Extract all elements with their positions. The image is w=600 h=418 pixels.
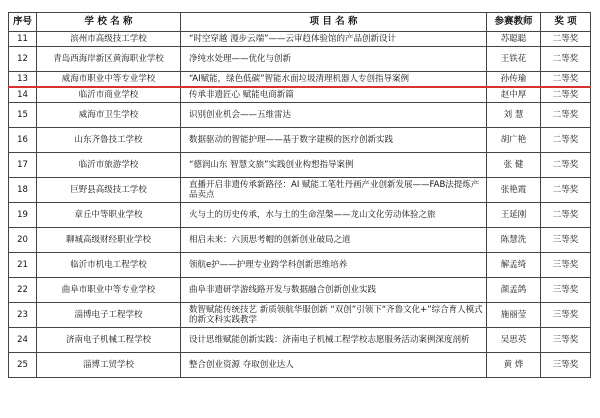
table-row: [9, 178, 591, 203]
row-no: 17: [9, 153, 37, 178]
table-row: [9, 87, 591, 103]
row-prize: 三等奖: [541, 253, 591, 278]
row-no: 13: [9, 72, 37, 88]
row-school: 济南电子机械工程学校: [37, 328, 181, 353]
row-project: 火与土的历史传承，水与土的生命涅槃——龙山文化劳动体验之旅: [181, 203, 487, 228]
row-teacher: 张 健: [487, 153, 541, 178]
row-teacher: 赵中厚: [487, 87, 541, 103]
row-school: 聊城高级财经职业学校: [37, 228, 181, 253]
row-no: 11: [9, 32, 37, 47]
row-prize: 二等奖: [541, 47, 591, 72]
row-school: 临沂市商业学校: [37, 87, 181, 103]
row-project: 数据驱动的智能护理——基于数字建模的医疗创新实践: [181, 128, 487, 153]
row-project: “德润山东 智慧文旅”实践创业构想指导案例: [181, 153, 487, 178]
row-school: 淄博工贸学校: [37, 353, 181, 378]
row-project: 设计思维赋能创新实践：济南电子机械工程学校志愿服务活动案例深度剖析: [181, 328, 487, 353]
row-teacher: 王铁花: [487, 47, 541, 72]
row-prize: 三等奖: [541, 328, 591, 353]
row-teacher: 张艳霞: [487, 178, 541, 203]
row-prize: 二等奖: [541, 178, 591, 203]
header-prize: 奖 项: [541, 13, 591, 32]
row-project: 识别创业机会——五维雷达: [181, 103, 487, 128]
row-no: 23: [9, 303, 37, 328]
row-school: 临沂市旅游学校: [37, 153, 181, 178]
row-no: 21: [9, 253, 37, 278]
table-row: [9, 203, 591, 228]
row-school: 淄博电子工程学校: [37, 303, 181, 328]
row-no: 16: [9, 128, 37, 153]
row-prize: 二等奖: [541, 128, 591, 153]
table-row: [9, 228, 591, 253]
row-prize: 二等奖: [541, 203, 591, 228]
awards-table-page: [8, 12, 590, 378]
row-project: “时空穿越 漫步云端”——云审趋体验馆的产品创新设计: [181, 32, 487, 47]
row-project: 领航e护——护理专业跨学科创新思维培养: [181, 253, 487, 278]
table-row: [9, 303, 591, 328]
row-teacher: 孙传瑜: [487, 72, 541, 88]
row-prize: 二等奖: [541, 32, 591, 47]
row-school: 青岛西海岸新区黄海职业学校: [37, 47, 181, 72]
table-row: [9, 328, 591, 353]
row-prize: 二等奖: [541, 153, 591, 178]
row-prize: 三等奖: [541, 303, 591, 328]
row-no: 24: [9, 328, 37, 353]
row-prize: 三等奖: [541, 353, 591, 378]
row-school: 威海市职业中等专业学校: [37, 72, 181, 88]
row-no: 14: [9, 87, 37, 103]
row-no: 20: [9, 228, 37, 253]
row-teacher: 刘 慧: [487, 103, 541, 128]
table-row: [9, 353, 591, 378]
row-project: 净纯水处理——优化与创新: [181, 47, 487, 72]
row-project: 传承非遗匠心 赋能电商新篇: [181, 87, 487, 103]
row-no: 18: [9, 178, 37, 203]
row-teacher: 施丽莹: [487, 303, 541, 328]
row-teacher: 解孟绮: [487, 253, 541, 278]
row-no: 25: [9, 353, 37, 378]
row-no: 19: [9, 203, 37, 228]
row-teacher: 王延刚: [487, 203, 541, 228]
row-teacher: 黄 烨: [487, 353, 541, 378]
row-prize: 二等奖: [541, 72, 591, 88]
row-teacher: 胡广艳: [487, 128, 541, 153]
row-prize: 二等奖: [541, 103, 591, 128]
table-row: [9, 278, 591, 303]
row-school: 威海市卫生学校: [37, 103, 181, 128]
row-prize: 三等奖: [541, 228, 591, 253]
header-no: 序号: [9, 13, 37, 32]
row-project: 直播开启非遗传承新路径：AI 赋能工笔牡丹画产业创新发展——FAB法提炼产品卖点: [181, 178, 487, 203]
row-teacher: 苏聪聪: [487, 32, 541, 47]
table-header-row: [9, 13, 591, 32]
header-teacher: 参赛教师: [487, 13, 541, 32]
row-project: 整合创业资源 夺取创业达人: [181, 353, 487, 378]
row-teacher: 颜孟鸽: [487, 278, 541, 303]
row-teacher: 陈慧洗: [487, 228, 541, 253]
row-project: 数智赋能传统技艺 新质领航华服创新 “双创”引领下“齐鲁文化+”综合育人模式的新文科实践教学: [181, 303, 487, 328]
row-school: 山东齐鲁技工学校: [37, 128, 181, 153]
row-no: 22: [9, 278, 37, 303]
row-teacher: 吴思英: [487, 328, 541, 353]
table-row: [9, 32, 591, 47]
row-no: 15: [9, 103, 37, 128]
header-project: 项 目 名 称: [181, 13, 487, 32]
row-school: 滨州市高级技工学校: [37, 32, 181, 47]
table-row-highlighted: [9, 72, 591, 88]
awards-table: [8, 12, 591, 378]
row-project: 曲阜非遗研学游线路开发与数据融合创新创业实践: [181, 278, 487, 303]
row-school: 曲阜市职业中等专业学校: [37, 278, 181, 303]
table-row: [9, 153, 591, 178]
row-project: 相启未来：六顶思考帽的创新创业破局之道: [181, 228, 487, 253]
row-school: 临沂市机电工程学校: [37, 253, 181, 278]
row-no: 12: [9, 47, 37, 72]
row-school: 章丘中等职业学校: [37, 203, 181, 228]
row-prize: 三等奖: [541, 278, 591, 303]
row-project: “AI赋能，绿色低碳”智能水面垃圾清理机器人专创指导案例: [181, 72, 487, 88]
table-row: [9, 128, 591, 153]
table-row: [9, 103, 591, 128]
table-row: [9, 253, 591, 278]
row-prize: 二等奖: [541, 87, 591, 103]
header-school: 学 校 名 称: [37, 13, 181, 32]
table-row: [9, 47, 591, 72]
row-school: 巨野县高级技工学校: [37, 178, 181, 203]
